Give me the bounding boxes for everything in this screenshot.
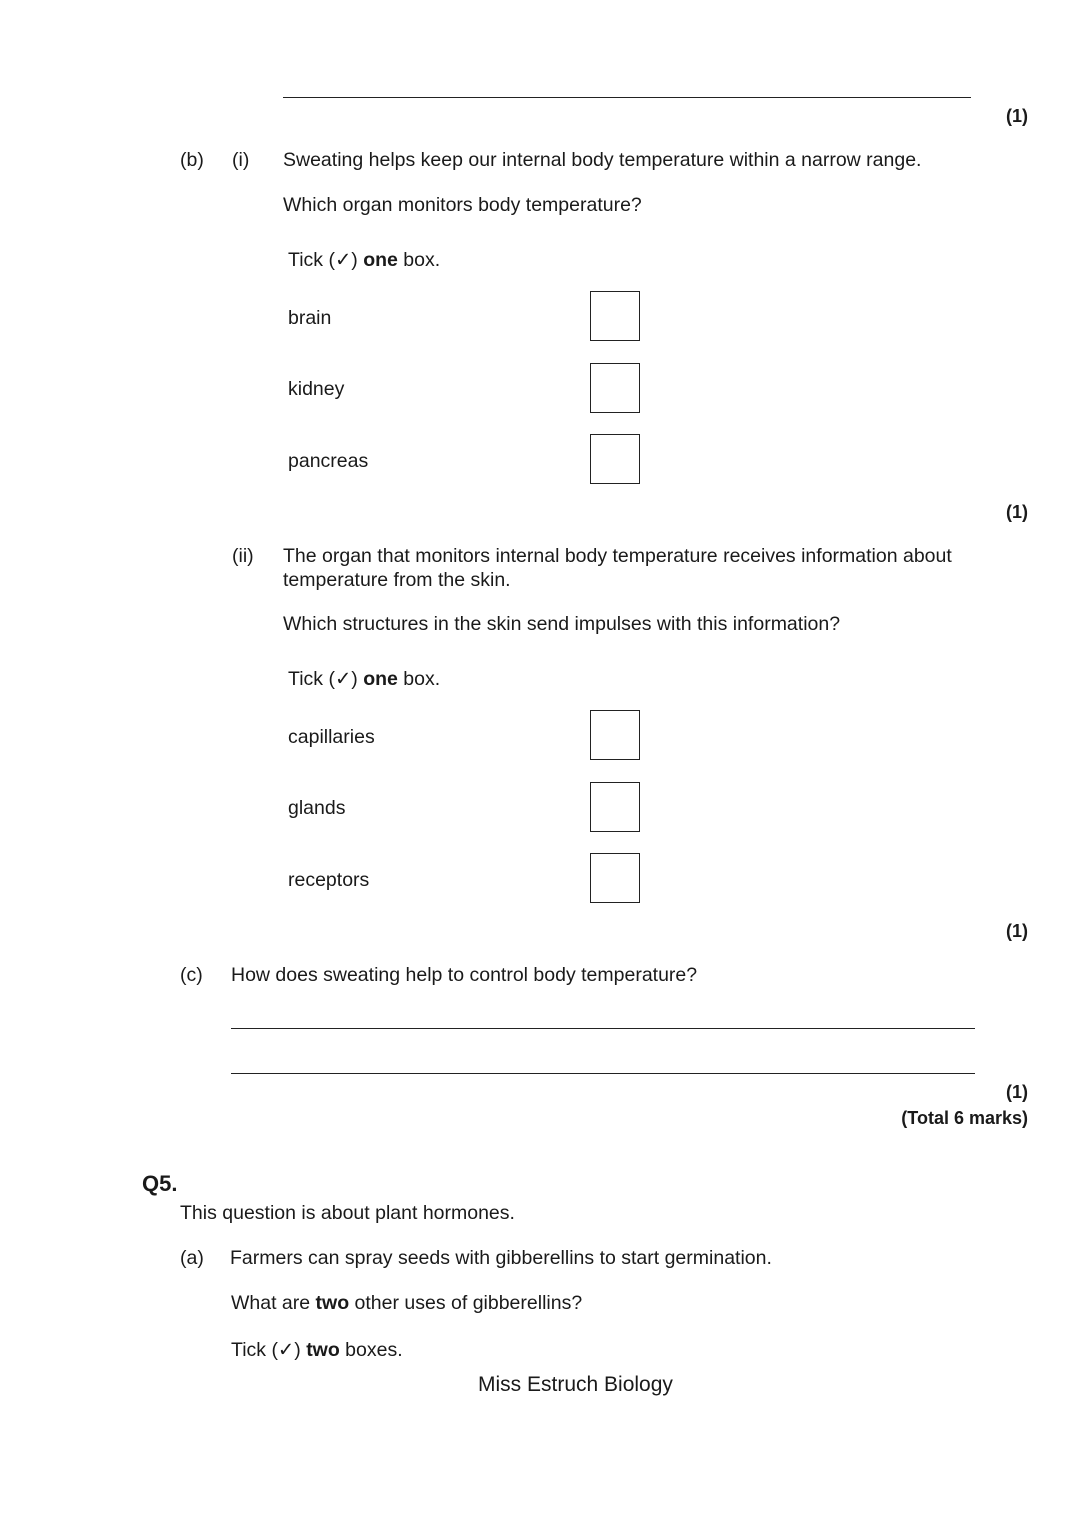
part-b-i-label: (i) — [232, 149, 250, 171]
q5-intro: This question is about plant hormones. — [180, 1202, 515, 1224]
part-c-label: (c) — [180, 964, 203, 986]
option-checkbox-receptors[interactable] — [590, 853, 640, 903]
total-marks: (Total 6 marks) — [901, 1108, 1028, 1128]
part-b-ii-question: Which structures in the skin send impulses with this information? — [283, 613, 841, 635]
part-b-i-text: Sweating helps keep our internal body temperature within a narrow range. — [283, 149, 922, 171]
mark-c: (1) — [1006, 1082, 1028, 1102]
option-checkbox-capillaries[interactable] — [590, 710, 640, 760]
part-c-question: How does sweating help to control body temperature? — [231, 964, 698, 986]
option-checkbox-kidney[interactable] — [590, 363, 640, 413]
answer-line[interactable] — [231, 1028, 975, 1029]
part-b-label: (b) — [180, 149, 204, 171]
part-b-i-question: Which organ monitors body temperature? — [283, 194, 642, 216]
option-label: brain — [288, 307, 332, 329]
q5-a-instruction: Tick (✓) two boxes. — [231, 1339, 403, 1361]
mark-b-i: (1) — [1006, 502, 1028, 522]
answer-line[interactable] — [283, 97, 971, 98]
mark-b-ii: (1) — [1006, 921, 1028, 941]
footer-text: Miss Estruch Biology — [478, 1373, 673, 1396]
option-label: capillaries — [288, 726, 375, 748]
q5-a-question: What are two other uses of gibberellins? — [231, 1292, 583, 1314]
answer-line[interactable] — [231, 1073, 975, 1074]
q5-title: Q5. — [142, 1171, 178, 1196]
tick-icon: ✓ — [334, 249, 352, 271]
option-checkbox-brain[interactable] — [590, 291, 640, 341]
option-checkbox-glands[interactable] — [590, 782, 640, 832]
mark-a: (1) — [1006, 106, 1028, 126]
part-b-ii-instruction: Tick (✓) one box. — [288, 668, 441, 690]
part-b-ii-label: (ii) — [232, 545, 254, 567]
q5-a-label: (a) — [180, 1247, 204, 1269]
tick-icon: ✓ — [334, 668, 352, 690]
option-label: receptors — [288, 869, 370, 891]
option-label: pancreas — [288, 450, 369, 472]
part-b-i-instruction: Tick (✓) one box. — [288, 249, 441, 271]
option-label: glands — [288, 797, 346, 819]
q5-a-text: Farmers can spray seeds with gibberellins to start germination. — [230, 1247, 772, 1269]
part-b-ii-text-line2: temperature from the skin. — [283, 569, 511, 591]
part-b-ii-text-line1: The organ that monitors internal body temperature receives information about — [283, 545, 952, 567]
option-label: kidney — [288, 378, 345, 400]
option-checkbox-pancreas[interactable] — [590, 434, 640, 484]
